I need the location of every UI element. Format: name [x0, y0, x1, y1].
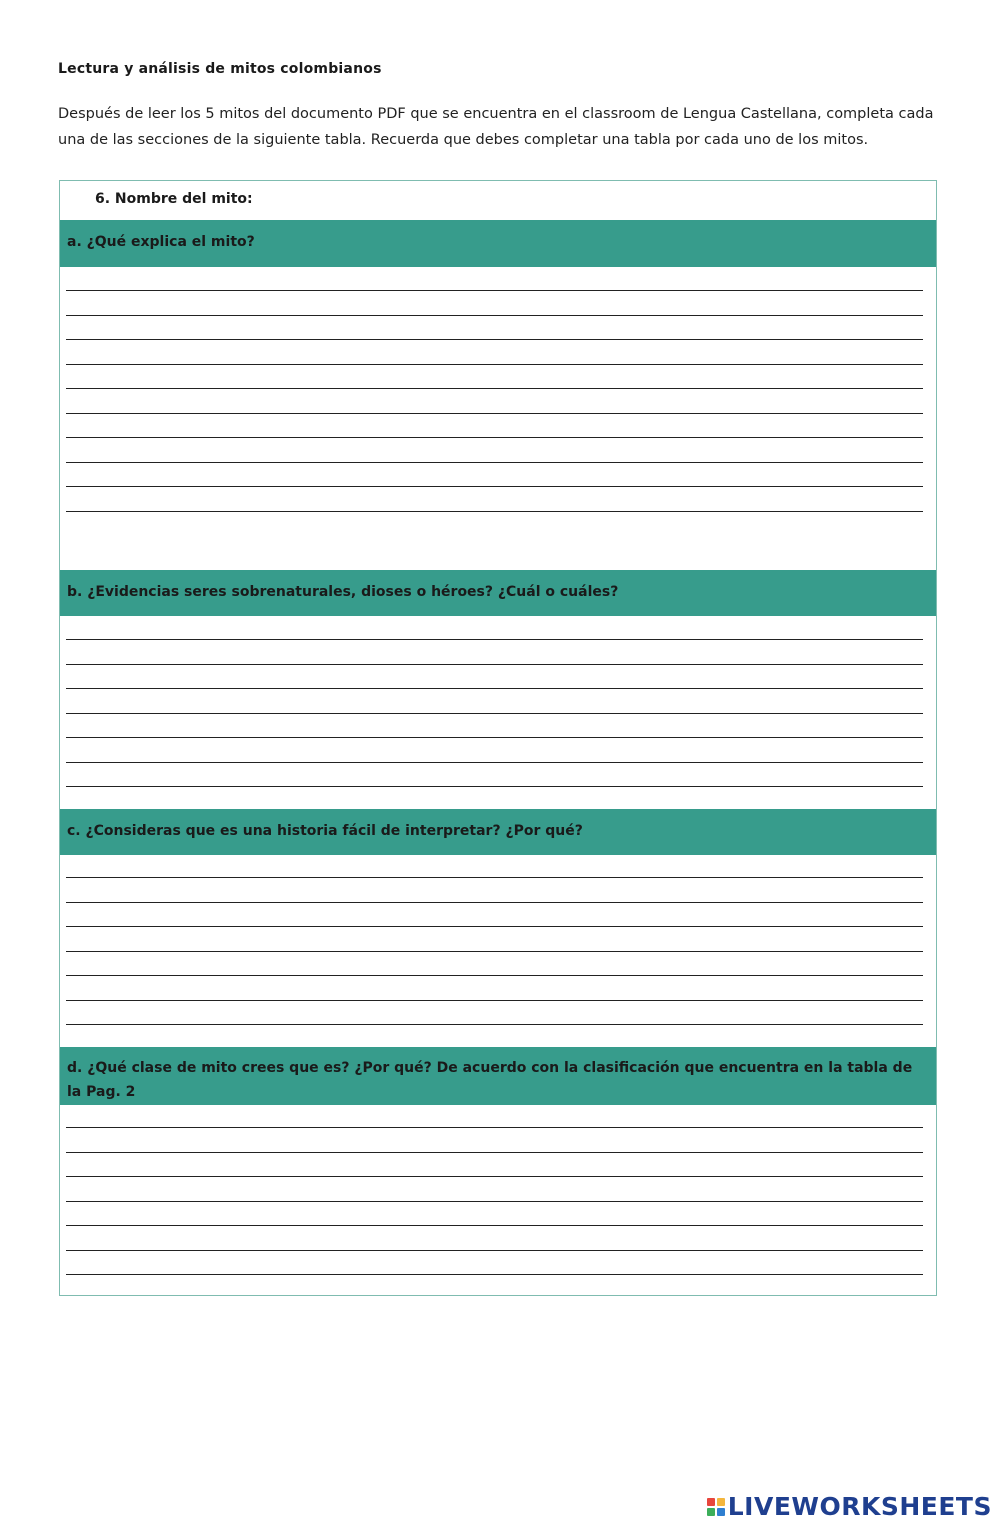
answer-line[interactable]: [66, 713, 923, 714]
section-a-header: a. ¿Qué explica el mito?: [60, 220, 936, 267]
answer-line[interactable]: [66, 762, 923, 763]
answer-line[interactable]: [66, 639, 923, 640]
answer-line[interactable]: [66, 1274, 923, 1275]
answer-line[interactable]: [66, 486, 923, 487]
answer-line[interactable]: [66, 975, 923, 976]
answer-line[interactable]: [66, 1127, 923, 1128]
answer-line[interactable]: [66, 388, 923, 389]
answer-line[interactable]: [66, 462, 923, 463]
document-title: Lectura y análisis de mitos colombianos: [58, 61, 382, 77]
mito-name-label: 6. Nombre del mito:: [95, 191, 253, 207]
answer-line[interactable]: [66, 1250, 923, 1251]
answer-line[interactable]: [66, 1201, 923, 1202]
answer-line[interactable]: [66, 902, 923, 903]
answer-line[interactable]: [66, 1000, 923, 1001]
logo-block: [717, 1498, 725, 1506]
answer-line[interactable]: [66, 926, 923, 927]
liveworksheets-logo-icon: [707, 1498, 725, 1516]
section-c-header: c. ¿Consideras que es una historia fácil de interpretar? ¿Por qué?: [60, 809, 936, 855]
section-b-header: b. ¿Evidencias seres sobrenaturales, dioses o héroes? ¿Cuál o cuáles?: [60, 570, 936, 616]
answer-line[interactable]: [66, 664, 923, 665]
logo-block: [707, 1508, 715, 1516]
answer-line[interactable]: [66, 1176, 923, 1177]
answer-line[interactable]: [66, 737, 923, 738]
liveworksheets-watermark: [707, 1492, 992, 1521]
answer-line[interactable]: [66, 364, 923, 365]
answer-line[interactable]: [66, 688, 923, 689]
answer-line[interactable]: [66, 1225, 923, 1226]
answer-line[interactable]: [66, 413, 923, 414]
answer-line[interactable]: [66, 339, 923, 340]
answer-line[interactable]: [66, 1152, 923, 1153]
answer-line[interactable]: [66, 315, 923, 316]
answer-line[interactable]: [66, 1024, 923, 1025]
worksheet-table: [59, 180, 937, 1296]
watermark-text: LIVEWORKSHEETS: [727, 1492, 992, 1521]
logo-block: [707, 1498, 715, 1506]
logo-block: [717, 1508, 725, 1516]
answer-line[interactable]: [66, 511, 923, 512]
answer-line[interactable]: [66, 951, 923, 952]
answer-line[interactable]: [66, 877, 923, 878]
answer-line[interactable]: [66, 786, 923, 787]
intro-paragraph: Después de leer los 5 mitos del documento PDF que se encuentra en el classroom de Lengua Castellana, completa cada una de las secciones de la siguiente tabla. Recuerda que debes completar una tabla por cada uno de los mitos.: [58, 106, 934, 148]
answer-line[interactable]: [66, 290, 923, 291]
answer-line[interactable]: [66, 437, 923, 438]
section-d-header: d. ¿Qué clase de mito crees que es? ¿Por qué? De acuerdo con la clasificación que encuentra en la tabla de la Pag. 2: [60, 1047, 936, 1105]
